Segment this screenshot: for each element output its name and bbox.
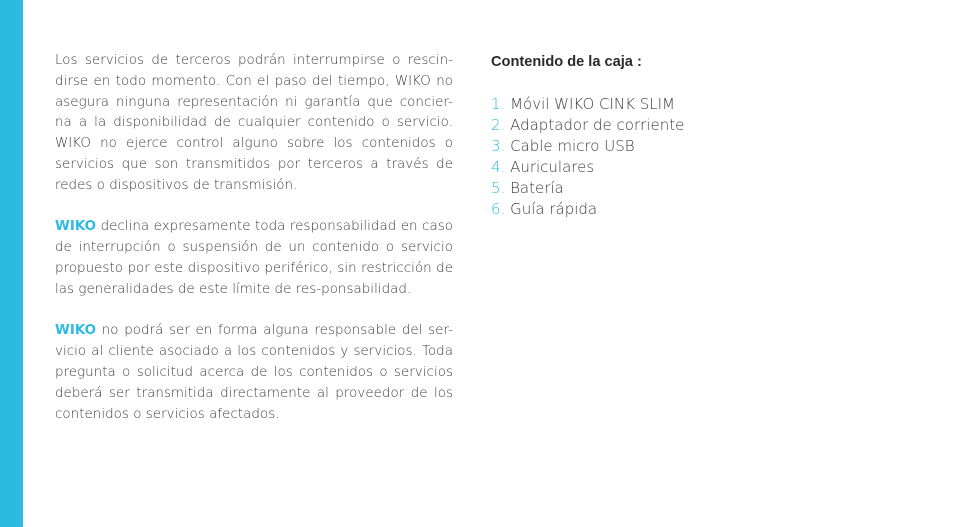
item-number: 4. — [491, 158, 506, 177]
list-item — [491, 199, 791, 220]
item-number: 6. — [491, 200, 506, 219]
paragraph-customer-service — [55, 321, 453, 425]
item-text: Guía rápida — [505, 200, 598, 219]
item-text: Móvil WIKO CINK SLIM — [505, 95, 675, 113]
item-number: 2. — [491, 116, 506, 135]
paragraph-body: no podrá ser en forma alguna responsable del ser-vicio al cliente asociado a los contenidos y servicios. Toda pregunta o solicitud acerca de los contenidos o servicios deberá ser transmitida directamente al proveedor de los contenidos o servicios afectados. — [55, 323, 453, 422]
list-item — [491, 115, 791, 136]
accent-side-bar — [0, 0, 23, 527]
item-text: Batería — [505, 179, 564, 198]
box-contents-title: Contenido de la caja : — [491, 54, 642, 70]
item-text: Cable micro USB — [505, 137, 635, 156]
item-text: Adaptador de corriente — [505, 116, 685, 135]
list-item — [491, 136, 791, 157]
list-item — [491, 178, 791, 199]
paragraph-body: declina expresamente toda responsabilidad en caso de interrupción o suspensión de un contenido o servicio propuesto por este dispositivo periférico, sin restricción de las generalidades de este límite de res-ponsabilidad. — [55, 219, 453, 297]
item-text: Auriculares — [505, 158, 595, 177]
box-contents-section — [491, 52, 791, 221]
paragraph-liability-disclaimer — [55, 217, 453, 300]
item-number: 1. — [491, 95, 506, 113]
brand-name: WIKO — [55, 219, 97, 235]
item-number: 5. — [491, 179, 506, 198]
box-contents-list — [491, 94, 791, 221]
legal-text-column — [55, 51, 453, 425]
brand-name: WIKO — [55, 323, 97, 339]
paragraph-third-party-services: Los servicios de terceros podrán interrumpirse o rescin-dirse en todo momento. Con el paso del tiempo, WIKO no asegura ninguna representación ni garantía que concier-na a la disponibilidad de cualquier contenido o servicio. WIKO no ejerce control alguno sobre los contenidos o servicios que son transmitidos por terceros a través de redes o dispositivos de transmisión. — [55, 53, 453, 193]
list-item — [491, 94, 791, 115]
item-number: 3. — [491, 137, 506, 156]
list-item — [491, 157, 791, 178]
